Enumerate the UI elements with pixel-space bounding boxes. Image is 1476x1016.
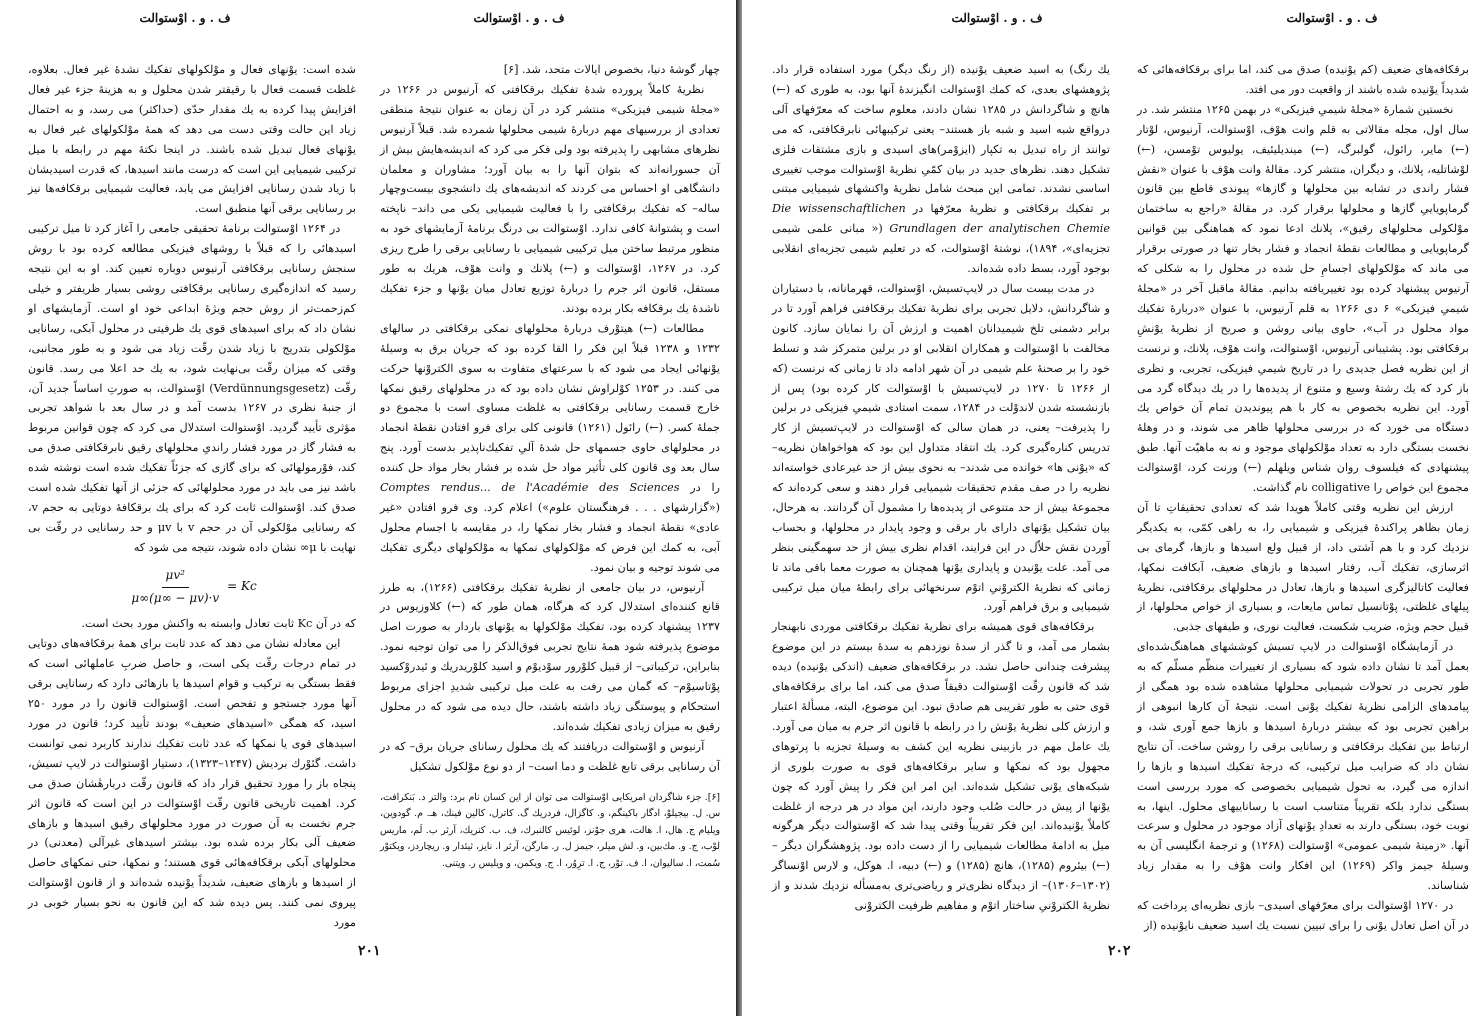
paragraph: آرنیوس، در بیان جامعی از نظریهٔ تفکیك برقکافتی (۱۲۶۶)، به طرز قانع کننده‌ای استدلال کرد که هرگاه، همان طور که (←) کلاوزیوس در ۱۲۳۷ پیشنهاد کرده بود، تفکیك موْلکولها به یوْنهای باردار به صورت اصل موضوع پذیرفته شود همهٔ نتایج تجربی فوق‌الذکر را می توان توجیه نمود. بنابراین، ترکیباتی– از قبیل کلوْرور سوْدیوْم و اسید کلوْریدریك و ئیدروْکسید پوْتاسیوْم– که گمان می رفت به علت میل ترکیبی شدیدِ اجزای مربوط استحکام و پیوستگی زیاد داشته باشند، حال دیده می شود که در محلول رقیق به میزان زیادی تفکیك شده‌اند. [380, 580, 720, 733]
footnote: [۶]. جزء شاگردان امریکایی اوْستوالت می توان از این کسان نام برد: والتر د. بَنکرافت، س. ل. بیجیلوْ، ادگار باکینگم، و. کاگزال، فردریك گ. کاترل، کالین فینك، هـ. م. گودوین، ویلیام ج. هال، ا. هالت، هری جوْنز، لوئیس کالنبرك، ف. ب. کنریك، آرثر ب. لَم، ماریس لوْب، ج. و. مك‌بین، و. لش میلر، جیمز ل. ر. مارگن، آرثر ا. نایز، ثیئدار و. ریچاردز، ویکتوْر سُمت، ا. سالیوان، ا. ف. توْر، ج. ا. ترِوُر، ا. ج. ویکمن، و ویلیس ر. ویتنی. [380, 792, 720, 869]
paragraph [1137, 100, 1469, 498]
paragraph [380, 319, 720, 578]
page-number: ۲۰۱ [358, 943, 381, 959]
latin-title: Die wissenschaftlichen Grundlagen der analytischen Chemie [772, 202, 1111, 236]
equation-numerator: μv² [162, 566, 189, 588]
paragraph: در مدت بیست سال در لایپ‌تسیش، اوْستوالت، قهرمانانه، با دستیاران و شاگردانش، دلایل تجربی برای نظریهٔ تفکیك برقکافتی فراهم آورد تا در برابر دشمنی تلخ شیمیدانان اهمیت و ارزش آن را نمایان سازد. کانون مخالفت با اوْستوالت و همکاران انقلابی او در برلین متمرکز شد و تسلط خود را بر صحنهٔ علم شیمی در آن شهر ادامه داد تا زمانی که نرنست (که از ۱۲۶۶ تا ۱۲۷۰ در لایپ‌تسیش با اوْستوالت کار کرده بود) پس از بازنشسته شدن لاندوْلت در ۱۲۸۴، سمت استادی شیمیِ فیزیکی در برلین را پذیرفت– یعنی، در همان سالی که اوْستوالت در لایپ‌تسیش از کار تدریس کناره‌گیری کرد. یك انتقاد متداول این بود که هواخواهان نظریه– که «یوْنی ها» خوانده می شدند– به نحوی بیش از حد غیرعادی خواسته‌اند نظریه را در صف مقدم تحقیقات شیمیایی قرار دهند و سعی کرده‌اند که مجموعهٔ بیش از حد متنوعی از پدیده‌ها را مشمول آن گردانند. به هرحال، بیان تشکیل یوْنهای دارای بار برقی و وجود پایدار در محلولها، و بحساب آوردن نقش حلاّل در این فرایند، اقدام نظری بیش از حد سهمگینی بنظر می آمد. علت یوْنیدن و پایداری یوْنها همچنان به صورت معما باقی ماند تا زمانی که نظریهٔ الکتروْنیِ اتوْم سرنخهائی برای رابطهٔ میان میل ترکیبی شیمیایی و برق فراهم آورد. [772, 281, 1110, 614]
running-head: ف . و . اوْستوالت [951, 11, 1043, 25]
paragraph: ارزش این نظریه وقتی کاملاً هویدا شد که تعدادی تحقیقاتِ تا آن زمان بظاهر پراکندهٔ فیزیکی و شیمیایی را، به راهی کمّی، به یکدیگر نزدیك کرد و با هم آشتی داد، از قبیل ولع اسیدها و بازها، گرمای بی اثرسازی، تفکیك آب، رفتار اسیدها و بازهای ضعیف، آبکافت نمکها، فعالیت کاتالیزگری اسیدها و بازها، تعادل در محلولهای برقکافتی، نظریهٔ پیلهای غلظتی، پوْتانسیل تماس مایعات، و بسیاری از خواص محلولها، از قبیل حجم ویژه، ضریب شکست، فعالیت نوری، و طیفهای جذبی. [1137, 500, 1469, 634]
latin-term: (Verdünnungsgesetz) [209, 381, 330, 395]
text-column-inner [380, 60, 720, 777]
paragraph-text: اوْستوالت، به صورتِ اساساً جدید آن، از جنبهٔ نظری در ۱۲۶۷ بدست آمد و در سال بعد با شواهد تجربی مؤثری تأیید گردید. اوْستوالت استدلال می کرد که چون قوانین مربوط به فشار گاز در مورد فشار راندیِ محلولهای رقیق نابرقکافتی صدق می کند، فوْرمولهائی که برای گازی که جزئاً تفکیك شده است نوشته شده باشد نیز می باید در مورد محلولهائی که جزئی از آنها تفکیك شده است صدق کند. اوْستوالت ثابت کرد که برای یك برقکافهٔ دوتایی به حجم v، که رسانایی موْلکولی آن در حجم v با μv و حد رسانایی در رقّت بی نهایت با μ∞ نشان داده شوند، نتیجه می شود که [28, 381, 356, 554]
paragraph-text: یك رنگ) به اسید ضعیف یوْنیده (از رنگ دیگر) مورد استفاده قرار داد. پژوهشهای بعدی، که کمك اوْستوالت انگیزندهٔ آنها بود، به طوری که (←) هانچ و شاگردانش در ۱۲۸۵ نشان دادند، معلوم ساخت که معرّفهای آلی درواقع شبه اسید و شبه باز هستند– یعنی ترکیبهائی نابرقکافتی، که می توانند از راه تبدیل به تکپار (ایزوْمر)های اسیدی و بازی مشتقات فلزی تشکیل دهند. نظرهای جدید در بیان کمّیِ نظریهٔ اوْستوالت موجب تغییری اساسی نشدند. تمامی این مبحث شامل نظریهٔ واکنشهای شیمیایی مبتنی بر تفکیك برقکافتی و نظریهٔ معرّفها در [772, 63, 1111, 216]
paragraph-text: مطالعات (←) هیتوْرف دربارهٔ محلولهای نمکی برقکافتی در سالهای ۱۲۳۲ و ۱۲۳۸ قبلاً این فکر را القا کرده بود که جریان برق به وسیلهٔ یوْنهائی ایجاد می شود که با سرعتهای متفاوت به سوی الکتروْنها حرکت می کنند. در ۱۲۵۳ کوْلراوش نشان داده بود که در محلولهای رقیق نمکها خارج قسمت رسانایی برقکافتی به غلظت مساوی است با مجموع دو جملهٔ کسر. (←) رائول (۱۲۶۱) قانونی کلی برای فرو افتادن نقطهٔ انجماد در محلولهای حاوی جسمهای حل شدهٔ آلیِ تفکیك‌ناپذیر بدست آورد. پنج سال بعد وی قانون کلی تأثیر مواد حل شده بر فشار بخار مواد حل کننده را در [380, 321, 721, 495]
paragraph: آرنیوس و اوْستوالت دریافتند که یك محلول رسانای جریان برق– که در آن رسانایی برقی تابع غلظت و دما است– از دو نوع موْلکول تشکیل [380, 739, 720, 773]
running-head: ف . و . اوْستوالت [473, 11, 565, 25]
text-column-outer [1137, 60, 1469, 936]
paragraph: شده است: یوْنهای فعال و موْلکولهای تفکیك نشدهٔ غیر فعال. بعلاوه، غلظت قسمت فعال با رقیقتر شدن محلول و به هزینهٔ جزء غیر فعال افزایش پیدا کرده به یك مقدار حدّی (حداکثر) می رسد، و به احتمال زیاد این حالت وقتی دست می دهد که همهٔ موْلکولهای غیر فعال به یوْنهای فعال تبدیل شده باشند. در اینجا نکتهٔ مهم در رابطه با میل ترکیبی شیمیایی این است که درست مانند اسیدها، که قدرت اسیدیشان با زیاد شدن رسانایی افزایش می یابد، فعالیت شیمیایی برقکافه‌ها نیز بر رسانایی برقی آنها منطبق است. [28, 63, 356, 216]
paragraph: در آزمایشگاه اوْستوالت در لایپ تسیش کوششهای هماهنگ‌شده‌ای بعمل آمد تا نشان داده شود که بسیاری از تغییرات منظّم مسلّم که به طور تجربی در تحولات شیمیایی محلولها مشاهده شده بود همگی از پیامدهای الزامی نظریهٔ تفکیك یوْنی است. نتیجهٔ آن کارها انبوهی از براهین تجربی بود که بیشتر دربارهٔ اسیدها و بازها جمع آوری شد، و ارتباط بین تفکیك برقکافتی و رسانایی برقی را روشن ساخت. آن نتایج نشان داد که ضرایب میل ترکیبی، که درجهٔ تفکیك اسیدها و بازها را اندازه می گیرد، به تحول شیمیایی بخصوصی که مورد بررسی است بستگی ندارد بلکه تقریباً متناسب است با رساناییهای محلول. اینها، به نوبت خود، بستگی دارند به تعدادِ یوْنهای آزاد موجود در محلول و سرعت آنها. «زمینهٔ شیمی عمومی» اوْستوالت (۱۲۶۸) و ترجمهٔ انگلیسی آن به وسیلهٔ جیمز واکر (۱۲۶۹) این افکار وانت هوْف را به مقدار زیاد شناساند. [1137, 640, 1469, 893]
equation [28, 566, 356, 609]
page-number: ۲۰۲ [1108, 943, 1131, 959]
equation-fraction [127, 566, 223, 609]
text-column-outer [28, 60, 356, 933]
paragraph-text: نام گذاشت. [1252, 481, 1308, 495]
running-head: ف . و . اوْستوالت [139, 11, 231, 25]
equation-denominator: μ∞(μ∞ − μv)·v [131, 590, 220, 605]
latin-term: colligative [1311, 481, 1371, 495]
paragraph [772, 60, 1110, 279]
paragraph-text: (« مبانی علمی شیمی تجزیه‌ای»، ۱۸۹۴)، نوشتهٔ اوْستوالت، که در تعلیم شیمی تجزیه‌ای انقلابی بوجود آورد، بسط داده شده‌اند. [772, 222, 1110, 276]
paragraph-text: («گزارشهای . . . فرهنگستان علوم») اعلام کرد. وی فرو افتادن «غیر عادی» نقطهٔ انجماد و فشار بخار نمکها را، در مقایسه با اجسام محلول آبی، به کمك این فرض که موْلکولهای نمکها به موْلکولهای دیگری تفکیك می شوند توجیه و بیان نمود. [380, 500, 720, 574]
paragraph: برقکافه‌های ضعیف (کم یوْنیده) صدق می کند، اما برای برقکافه‌هائی که شدیداً یوْنیده شده باشند از واقعیت دور می افتد. [1137, 63, 1469, 96]
right-page [742, 0, 1476, 1016]
paragraph: که در آن Kc ثابت تعادل وابسته به واکنش مورد بحث است. [81, 617, 356, 631]
paragraph: برقکافه‌های قوی همیشه برای نظریهٔ تفکیك برقکافتی موردی نابهنجار بشمار می آمد، و تا گذر از سدهٔ نوزدهم به سدهٔ بیستم در این موضوع پیشرفت چندانی حاصل نشد. در برقکافه‌های ضعیف (اندکی یوْنیده) دیده شد که قانون رقّت اوْستوالت دقیقاً صدق می کند، اما برای برقکافه‌های قوی حتی به طور تقریبی هم صادق نبود. این موضوع، البته، مسألهٔ اعتبار و ارزش کلی نظریهٔ یوْنش را در رابطه با قانون اثر جرم به میان می آورد. یك عامل مهم در بازبینی نظریه این کشف به وسیلهٔ تجزیه با پرتوهای مجهول بود که نمکها و سایر برقکافه‌های قوی به صورت بلوری از شبکه‌های یوْنی تشکیل شده‌اند. این امر این فکر را پیش آورد که چون یوْنها از پیش در حالت صُلب وجود دارند، این مواد در هر درجه از غلظت کاملاً یوْنیده‌اند. این فکر تقریباً وقتی پیدا شد که اوْستوالت دیگر هرگونه میل به ادامهٔ مطالعات شیمیایی را از دست داده بود. پژوهشگران دیگر – (←) بیئروم (۱۲۸۵)، هانچ (۱۲۸۵) و (←) دبیه، ا. هوکل، و لارس اوْنساگر (۱۳۰۲–۱۳۰۶)– از دیدگاه نظری‌تر و ریاضی‌تری به‌مسأله نزدیك شدند و از نظریهٔ الکتروْنیِ ساختار اتوْم و مفاهیم ظرفیت الکتروْنی [772, 620, 1110, 913]
paragraph: این معادله نشان می دهد که عدد ثابت برای همهٔ برقکافه‌های دوتایی در تمام درجات رقّت یکی است، و حاصل ضربِ عاملهائی است که فقط بستگی به ترکیب و قوام اسیدها یا بازهائی دارد که رسانایی برقی آنها مورد جستجو و تفحص است. اوْستوالت قانون را در مورد ۲۵۰ اسید، که همگی «اسیدهای ضعیف» بودند تأیید کرد؛ قانون در مورد اسیدهای قوی یا نمکها که عدد ثابت تفکیك ندارند کاربرد نمی توانست داشت. گئوْرك بردیش (۱۲۴۷–۱۳۲۳)، دستیار اوْستوالت در لایپ تسیش، پنجاه باز را مورد تحقیق قرار داد که قانون رقّت دربارهٔشان صدق می کرد. اهمیت تاریخی قانون رقّت اوْستوالت در این است که قانون اثر جرم نخست به آن صورت در مورد محلولهای رقیق اسیدها و بازهای ضعیف آلی بکار برده شده بود. بیشتر اسیدهای غیرآلی (معدنی) در محلولهای آبکی برقکافه‌هائی قوی هستند؛ و نمکها، حتی نمکهای حاصل از اسیدها و بازهای ضعیف، شدیداً یوْنیده شده‌اند و از قانون اوْستوالت پیروی نمی کنند. پس دیده شد که این قانون به نحو بسیار خوبی در مورد [28, 637, 356, 930]
paragraph: در ۱۲۷۰ اوْستوالت برای معرّفهای اسیدی– بازی نظریه‌ای پرداخت که در آن اصل تعادل یوْنی را برای تبیین نسبت یك اسید ضعیف نایوْنیده (از [1137, 899, 1469, 932]
equation-rhs: = Kc [227, 579, 257, 594]
paragraph: نظریهٔ کاملاً پرورده شدهٔ تفکیك برقکافتی که آرنیوس در ۱۲۶۶ در «مجلهٔ شیمی فیزیکی» منتشر کرد در آن زمان به عنوان نتیجهٔ منطقی تعدادی از بررسیهای مهم دربارهٔ شیمی محلولها شمرده شد. قبلاً آرنیوس نظرهای مشابهی را پذیرفته بود ولی فکر می کرد که اندیشه‌هایش بیش از آن جسورانه‌اند که بتوان آنها را به بیان آورد؛ مشاوران و معلمان دانشگاهی او احساس می کردند که اندیشه‌های یك دانشجوی بیست‌وچهار ساله– که تفکیك برقکافتی را با فعالیت شیمیایی یکی می داند– ناپخته است و پشتوانهٔ کافی ندارد. اوْستوالت بی درنگ برنامهٔ آزمایشهای خود به منظور مرتبط ساختن میل ترکیبی شیمیایی با رسانایی برقی را طرح ریزی کرد. در ۱۲۶۷، اوْستوالت و (←) پلانك و وانت هوْف، هریك به طور مستقل، قانون اثر جرم را دربارهٔ توزیع تعادل میان یوْنها و جزء تفکیك ناشدهٔ یك برقکافه بکار برده بودند. [380, 82, 720, 315]
paragraph: چهار گوشهٔ دنیا، بخصوص ایالات متحد، شد. [۶] [503, 63, 720, 76]
running-head: ف . و . اوْستوالت [1286, 11, 1378, 25]
paragraph-text: نخستین شمارهٔ «مجلهٔ شیمیِ فیزیکی» در بهمن ۱۲۶۵ منتشر شد. در سال اول، مجله مقالاتی به قلم وانت هوْف، اوْستوالت، آرنیوس، لوْتار (←) مایر، رائول، گولبرگ، (←) میندیلیئیف، یولیوس توْمسن، (←) لوْشاتلیه، پلانك، و دیگران، منتشر کرد. مقالهٔ وانت هوْف با عنوان «نقش فشار راندی در تشابه بین محلولها و گازها» پیوندی قاطع بین قانون گرماپویاییِ گازها و محلولها برقرار کرد. در مقالهٔ «راجع به ساختمان موْلکولی محلولهای رقیق»، پلانك ادعا نمود که هماهنگی بین قوانین گرماپویایی و مطالعات نقطهٔ انجماد و فشار بخار تنها در صورتی برقرار می ماند که موْلکولهای اجسامِ حل شده در محلول را به شکلی که آرنیوس پیشنهاد کرده بود تغییریافته بدانیم. مقالهٔ ماقبل آخر در «مجلهٔ شیمیِ فیزیکی» ۶ دی ۱۲۶۶ به قلم آرنیوس، با عنوان «دربارهٔ تفکیك مواد محلول در آب»، حاوی بیانی روشن و صریح از نظریهٔ یوْنشِ برقکافتی بود. پشتیبانی آرنیوس، اوْستوالت، وانت هوْف، پلانك، و نرنست از این نظریه فصل جدیدی را در تاریخ شیمیِ فیزیکی، تجربی، و نظری باز کرد که یك رشتهٔ وسیع و متنوع از پدیده‌ها را در یك دیدگاه گرد می آورد. این نظریه بخصوص به کار با هم پیوندیدن تمام آن خواص یك دستگاه می خورد که در بررسی محلولها ظاهر می شوند، و در وهلهٔ نخست بستگی دارد به تعداد موْلکولهای موجود و نه به ماهیّت آنها. طبق پیشنهادی که فیلسوف روان شناس ویلهلم (←) ورنت کرد، اوْستوالت مجموع این خواص را [1137, 102, 1469, 495]
paragraph-text: در ۱۲۶۴ اوْستوالت برنامهٔ تحقیقی جامعی را آغاز کرد تا میل ترکیبی اسیدهائی را که قبلاً با روشهای فیزیکی مطالعه کرده بود با روش سنجش رسانایی برقکافتی آرنیوس دوباره تعیین کند. او به این نتیجه رسید که اندازه‌گیری رسانایی برقکافتی روشی بسیار ظریفتر و خیلی کم‌زحمت‌تر از روش حجم ویژهٔ ابداعی خود او است. آزمایشهای او نشان داد که برای اسیدهای قوی یك ظرفیتی در محلول آبکی، رسانایی موْلکولی بتدریج با زیاد شدن رقّت زیاد می شود و به طور مجانبی، وقتی که میزان رقّت بی‌نهایت شود، به یك حد اعلا می رسد. قانون رقّت [28, 222, 356, 395]
latin-title: Comptes rendus... de l'Académie des Sciences [380, 481, 680, 495]
left-page [0, 0, 736, 1016]
paragraph [28, 219, 356, 557]
text-column-inner [772, 60, 1110, 916]
